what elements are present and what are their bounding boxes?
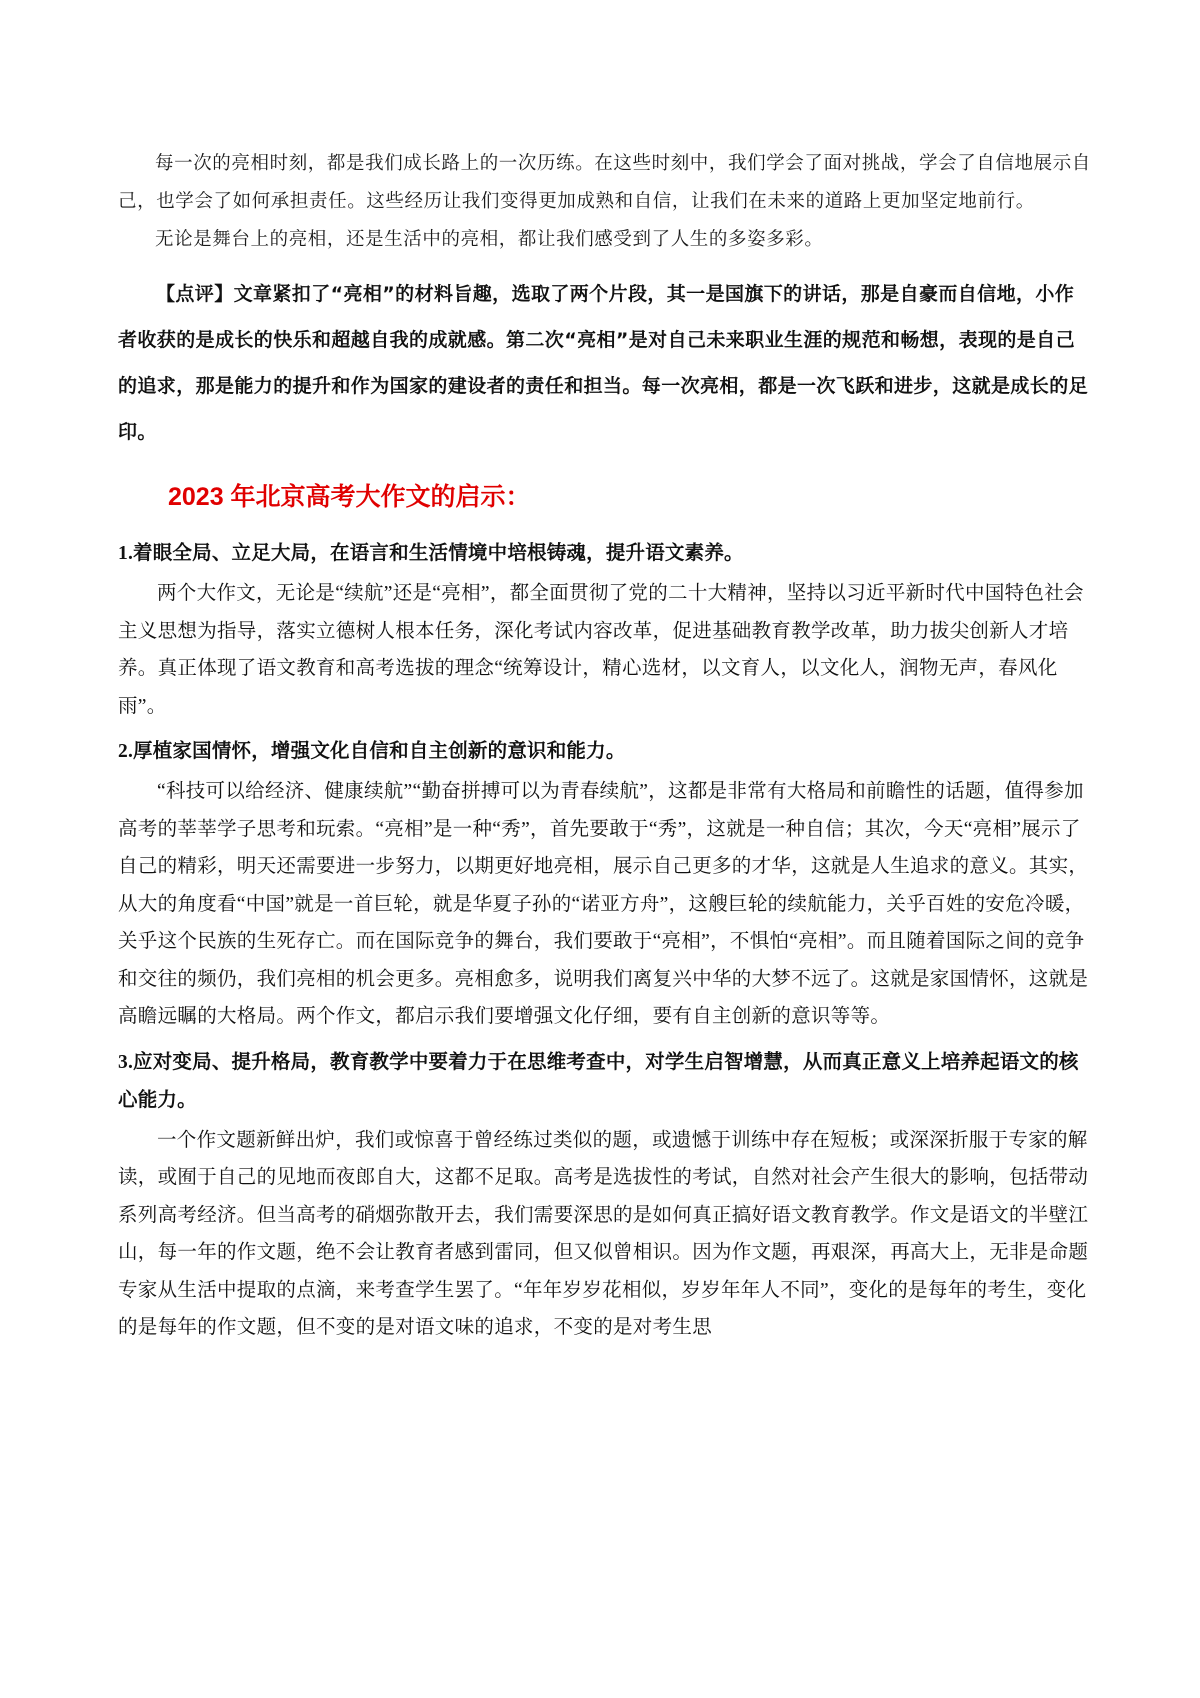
section-title: 2023 年北京高考大作文的启示： [168, 483, 531, 511]
point-2-heading: 2.厚植家国情怀，增强文化自信和自主创新的意识和能力。 [118, 741, 626, 762]
point-1-body: 两个大作文，无论是“续航”还是“亮相”，都全面贯彻了党的二十大精神，坚持以习近平新时代中国特色社会主义思想为指导，落实立德树人根本任务，深化考试内容改革，促进基础教育教学改革，助力拔尖创新人才培养。真正体现了语文教育和高考选拔的理念“统筹设计，精心选材，以文育人，以文化人，润物无声，春风化雨”。 [118, 583, 1084, 717]
point-2-body: “科技可以给经济、健康续航”“勤奋拼搏可以为青春续航”，这都是非常有大格局和前瞻性的话题，值得参加高考的莘莘学子思考和玩索。“亮相”是一种“秀”，首先要敢于“秀”，这就是一种自信；其次，今天“亮相”展示了自己的精彩，明天还需要进一步努力，以期更好地亮相，展示自己更多的才华，这就是人生追求的意义。其实，从大的角度看“中国”就是一首巨轮，就是华夏子孙的“诺亚方舟”，这艘巨轮的续航能力，关乎百姓的安危冷暖，关乎这个民族的生死存亡。而在国际竞争的舞台，我们要敢于“亮相”，不惧怕“亮相”。而且随着国际之间的竞争和交往的频仍，我们亮相的机会更多。亮相愈多，说明我们离复兴中华的大梦不远了。这就是家国情怀，这就是高瞻远瞩的大格局。两个作文，都启示我们要增强文化仔细，要有自主创新的意识等等。 [118, 781, 1089, 1027]
point-1-heading: 1.着眼全局、立足大局，在语言和生活情境中培根铸魂，提升语文素养。 [118, 543, 744, 564]
comment-paragraph: 【点评】文章紧扣了“亮相”的材料旨趣，选取了两个片段，其一是国旗下的讲话，那是自豪而自信地，小作者收获的是成长的快乐和超越自我的成就感。第二次“亮相”是对自己未来职业生涯的规范和畅想，表现的是自己的追求，那是能力的提升和作为国家的建设者的责任和担当。每一次亮相，都是一次飞跃和进步，这就是成长的足印。 [118, 283, 1089, 443]
essay-paragraph-1: 每一次的亮相时刻，都是我们成长路上的一次历练。在这些时刻中，我们学会了面对挑战，学会了自信地展示自己，也学会了如何承担责任。这些经历让我们变得更加成熟和自信，让我们在未来的道路上更加坚定地前行。 [118, 153, 1091, 212]
point-3-heading: 3.应对变局、提升格局，教育教学中要着力于在思维考查中，对学生启智增慧，从而真正意义上培养起语文的核心能力。 [118, 1051, 1079, 1111]
point-3-body: 一个作文题新鲜出炉，我们或惊喜于曾经练过类似的题，或遗憾于训练中存在短板；或深深折服于专家的解读，或囿于自己的见地而夜郎自大，这都不足取。高考是选拔性的考试，自然对社会产生很大的影响，包括带动系列高考经济。但当高考的硝烟弥散开去，我们需要深思的是如何真正搞好语文教育教学。作文是语文的半壁江山，每一年的作文题，绝不会让教育者感到雷同，但又似曾相识。因为作文题，再艰深，再高大上，无非是命题专家从生活中提取的点滴，来考查学生罢了。“年年岁岁花相似，岁岁年年人不同”，变化的是每年的考生，变化的是每年的作文题，但不变的是对语文味的追求，不变的是对考生思 [118, 1129, 1089, 1338]
essay-paragraph-2: 无论是舞台上的亮相，还是生活中的亮相，都让我们感受到了人生的多姿多彩。 [155, 229, 824, 250]
page-content [118, 145, 1093, 1347]
